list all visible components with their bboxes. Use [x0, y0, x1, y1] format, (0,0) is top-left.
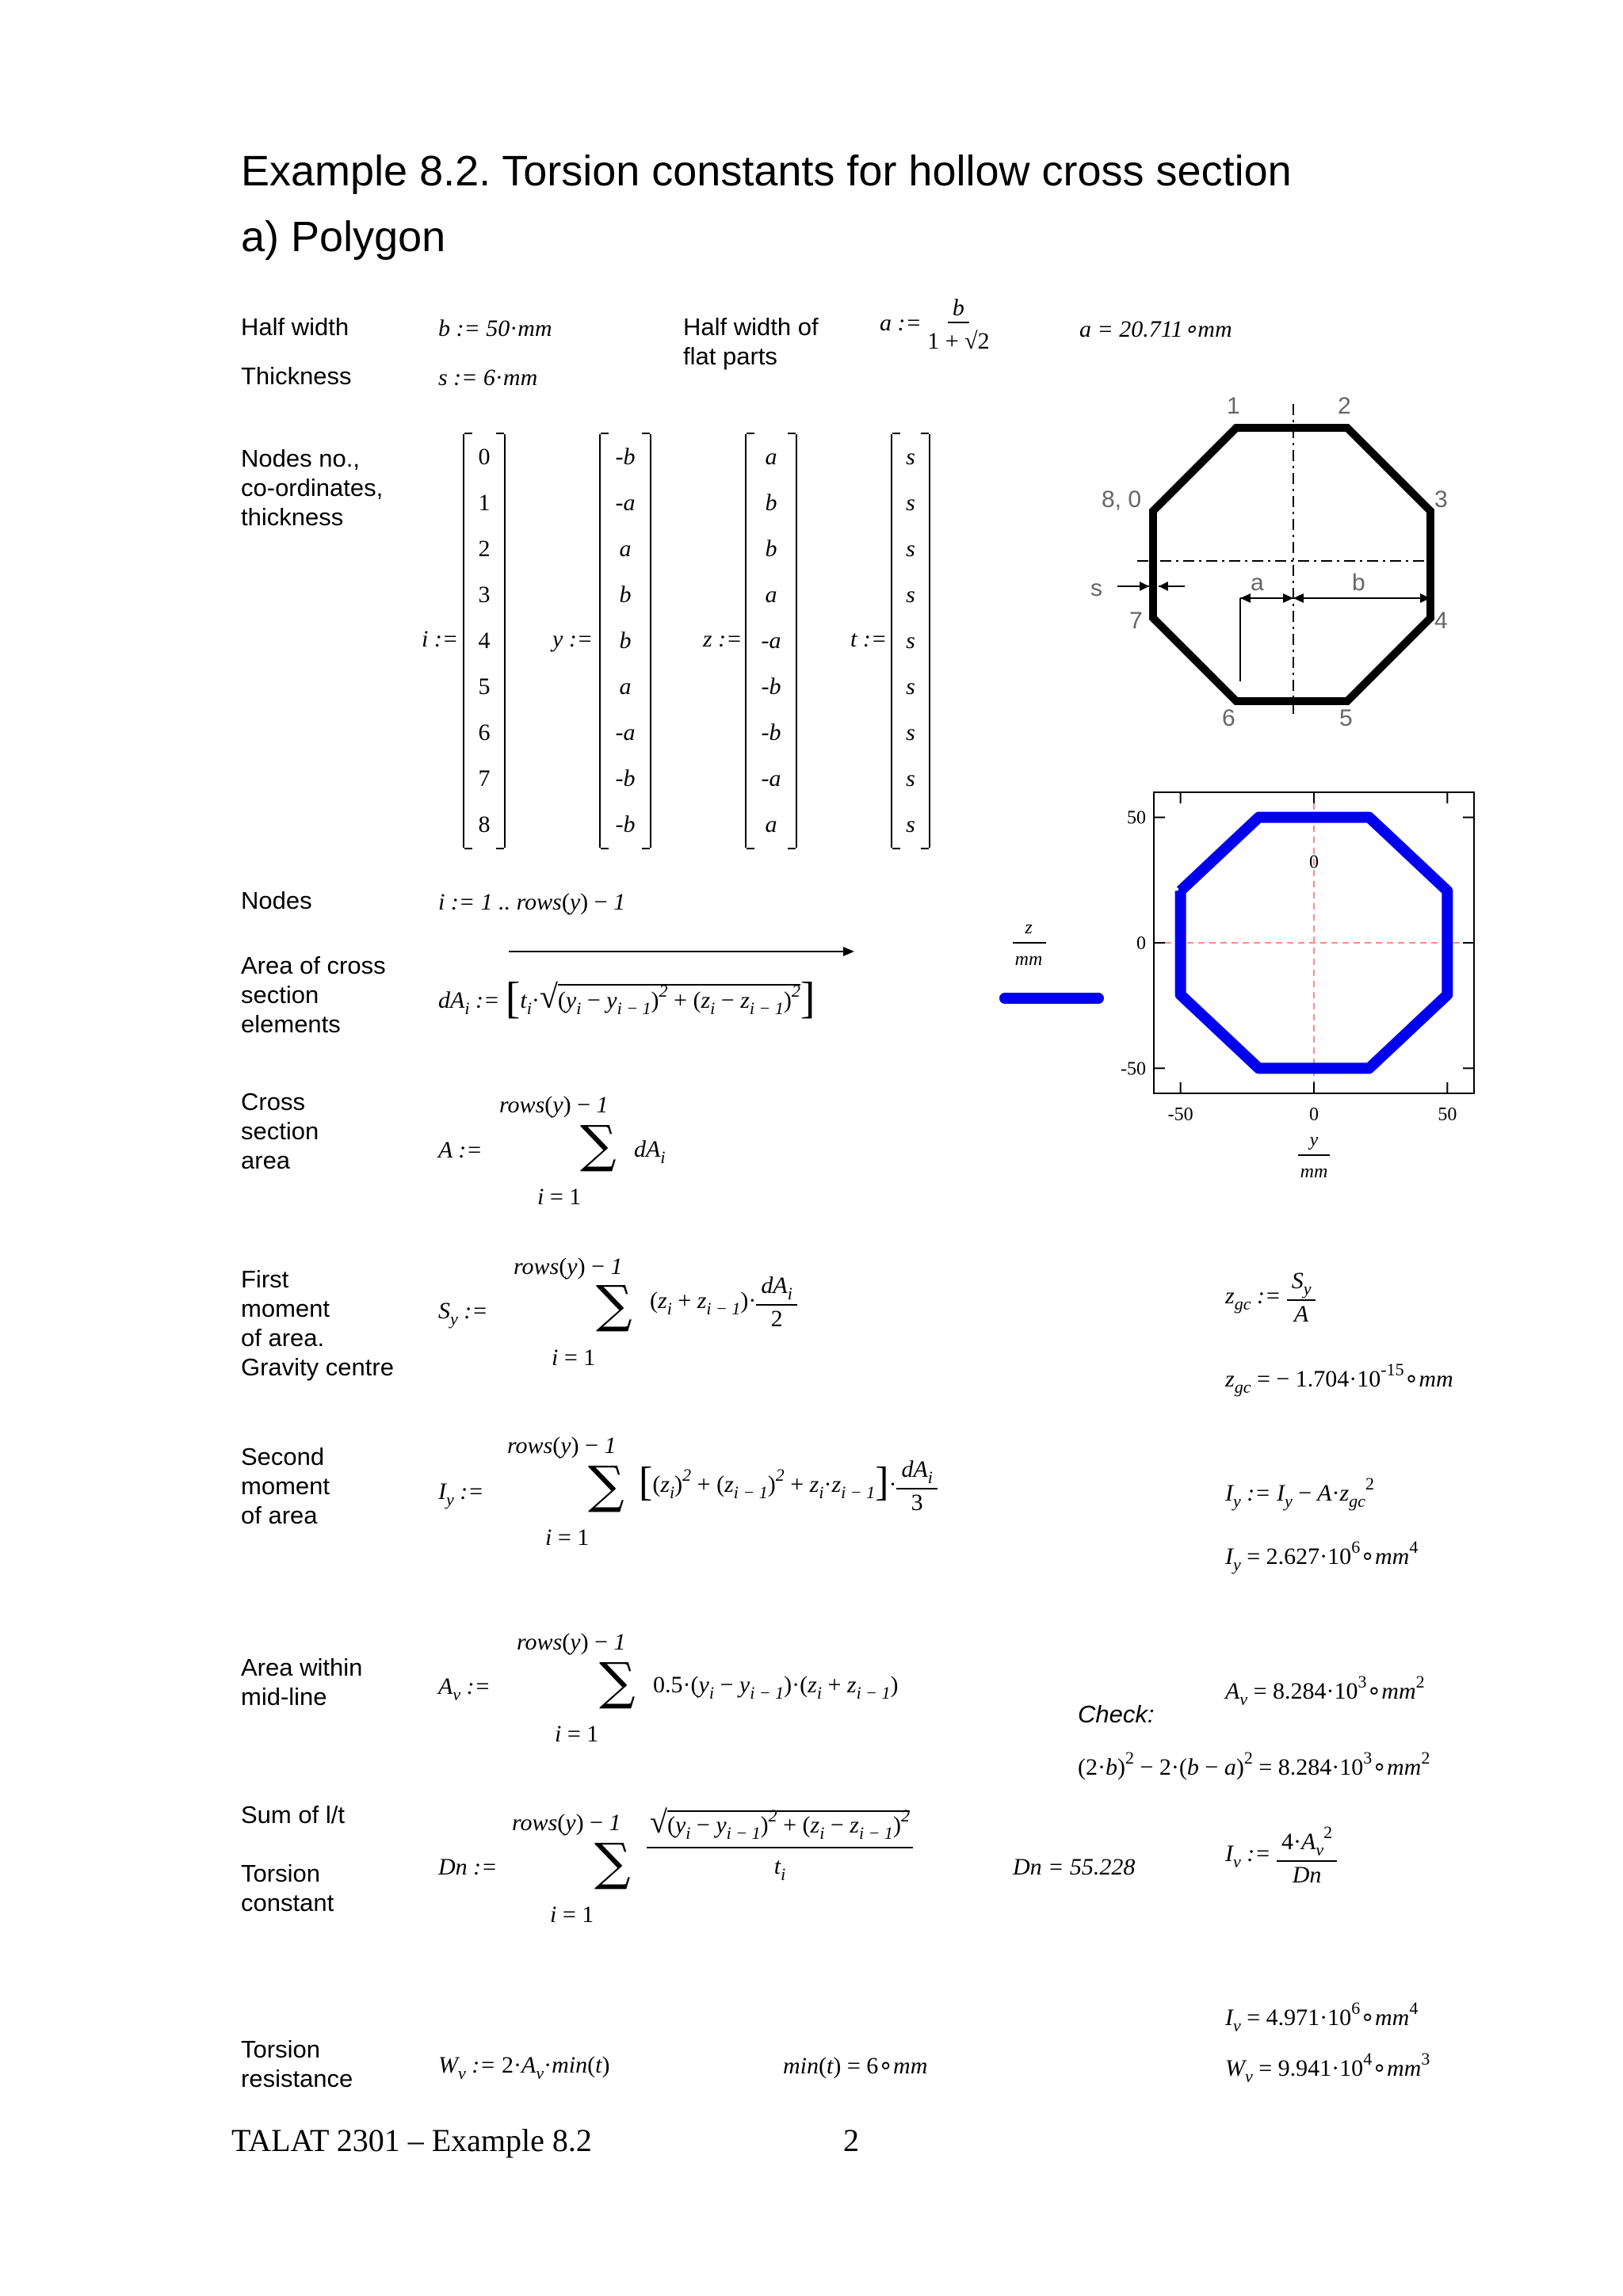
node-label: 4	[1434, 608, 1448, 634]
mat-y-label: y :=	[552, 626, 594, 652]
mat-i-label: i :=	[422, 626, 459, 652]
matrix-cell: 4	[478, 627, 491, 654]
result-mint: min(t) = 6∘mm	[783, 2053, 928, 2079]
matrix-cell: s	[906, 719, 915, 746]
sum-lower: i = 1	[555, 1721, 599, 1747]
result-Av: $A_v$ = $8.284\cdot 10^3\circ mm^2$	[1225, 1672, 1425, 1709]
x-axis-label-mm: mm	[1300, 1161, 1328, 1182]
data-point	[1445, 993, 1449, 997]
eq-Av-term: $0.5\cdot(y_i - y_{i - 1})\cdot(z_i + z_{i - 1})$	[653, 1672, 899, 1703]
eq-Dn-term: $\frac{√(y_i - y_{i - 1})^2 + (z_i - z_{i - 1})^2}{t_i}$	[647, 1803, 913, 1885]
matrix-i	[463, 434, 506, 848]
node-label: 6	[1222, 705, 1235, 729]
eq-b: b := 50·mm	[438, 315, 552, 341]
label-area-elements: Area of cross section elements	[241, 952, 386, 1038]
sketch-label-s: s	[1090, 575, 1102, 601]
x-tick-label: 0	[1309, 1104, 1319, 1125]
eq-dA: $dA_i$ := $[t_i\cdot√(y_i - y_{i - 1})^2 + (z_i - z_{i - 1})^2]$	[438, 974, 815, 1023]
node-label: 8, 0	[1102, 486, 1142, 513]
matrix-cell: -b	[615, 765, 636, 791]
eq-Iy-term: $[(z_i)^2 + (z_{i - 1})^2 + z_i\cdot z_{i - 1}]\cdot$ $\frac{dA_i}{3}$	[639, 1456, 938, 1516]
node-label: 3	[1434, 486, 1448, 513]
matrix-cell: -b	[615, 444, 636, 470]
matrix-cell: a	[619, 536, 632, 562]
eq-Iv: $I_v$ := $4\cdot A_v^2$ Dn	[1225, 1822, 1337, 1889]
label-area-within: Area within mid-line	[241, 1653, 363, 1711]
label-first-moment: First moment of area. Gravity centre	[241, 1265, 394, 1381]
x-tick-label: -50	[1167, 1104, 1193, 1125]
sum-upper: rows(y) − 1	[512, 1810, 621, 1836]
matrix-cell: 8	[478, 811, 491, 837]
result-Iv: $I_v$ = $4.971\cdot 10^6\circ mm^4$	[1225, 1998, 1419, 2035]
page-title: Example 8.2. Torsion constants for hollow cross section	[241, 147, 1292, 195]
sketch-label-b: b	[1352, 570, 1365, 596]
footer-left: TALAT 2301 – Example 8.2	[231, 2122, 592, 2158]
sigma: ∑	[596, 1276, 632, 1334]
eq-s: s := 6·mm	[438, 364, 538, 391]
data-point	[1256, 815, 1261, 820]
matrix-cell: 1	[478, 490, 491, 516]
mat-z-label: z :=	[703, 626, 743, 652]
matrix-y	[599, 434, 651, 848]
sum-upper: rows(y) − 1	[517, 1629, 626, 1655]
x-axis-label-y: y	[1309, 1130, 1319, 1150]
label-half-width: Half width	[241, 313, 349, 341]
y-tick-label: 50	[1127, 807, 1146, 829]
matrix-cell: 0	[478, 444, 491, 470]
label-sum-lt: Sum of l/t	[241, 1801, 345, 1829]
matrix-cell: -a	[615, 490, 636, 516]
matrix-cell: s	[906, 673, 915, 700]
eq-a: a := $\frac{b}{1 + √2}$	[880, 295, 990, 354]
matrix-cell: s	[906, 536, 915, 562]
result-a: a = 20.711∘mm	[1079, 316, 1232, 342]
result-zgc: $z_{gc}$ = − $1.704\cdot 10^{-15}\circ mm$	[1225, 1360, 1453, 1397]
vectorize-arrow	[507, 944, 856, 959]
label-torsion-resistance: Torsion resistance	[241, 2035, 353, 2092]
matrix-cell: s	[906, 811, 915, 837]
label-second-moment: Second moment of area	[241, 1443, 330, 1529]
sum-upper: rows(y) − 1	[514, 1253, 623, 1280]
result-Dn: Dn = 55.228	[1013, 1854, 1136, 1880]
matrix-cell: 2	[478, 536, 491, 562]
data-point	[1256, 1066, 1261, 1070]
matrix-cell: b	[619, 582, 632, 608]
matrix-cell: -b	[615, 811, 636, 837]
eq-Dn: Dn :=	[438, 1854, 498, 1880]
matrix-cell: 7	[478, 765, 491, 791]
matrix-cell: a	[765, 444, 777, 470]
result-Iy: $I_y$ = $2.627\cdot 10^6\circ mm^4$	[1225, 1537, 1419, 1574]
matrix-cell: -a	[615, 719, 636, 746]
matrix-cell: s	[906, 582, 915, 608]
node-label: 1	[1227, 393, 1240, 419]
annotation-label: 0	[1309, 852, 1319, 873]
eq-Iy-shift: $I_y$ := $I_y - A\cdot z_{gc}^2$	[1225, 1474, 1374, 1511]
eq-A-term: $dA_i$	[634, 1136, 666, 1167]
label-check: Check:	[1078, 1700, 1155, 1728]
matrix-cell: a	[765, 582, 777, 608]
node-label: 7	[1129, 608, 1143, 634]
sum-lower: i = 1	[545, 1524, 590, 1550]
matrix-cell: -a	[761, 627, 781, 654]
result-Wv: $W_v$ = $9.941\cdot 10^4\circ mm^3$	[1225, 2049, 1430, 2086]
matrix-cell: s	[906, 444, 915, 470]
eq-Wv: $W_v$ := $2\cdot A_v\cdot\min(t)$	[438, 2052, 610, 2083]
eq-Sy-term: $(z_i + z_{i - 1})\cdot$ $\frac{dA_i}{2}$	[650, 1272, 797, 1333]
matrix-cell: s	[906, 490, 915, 516]
matrix-cell: 6	[478, 719, 491, 746]
eq-zgc: $z_{gc}$ := $S_y$ A	[1225, 1268, 1316, 1328]
y-axis-label-z: z	[1025, 917, 1033, 938]
eq-Sy: $S_y$ :=	[438, 1298, 488, 1329]
data-point	[1367, 1066, 1372, 1070]
matrix-cell: a	[619, 673, 632, 700]
matrix-cell: s	[906, 627, 915, 654]
matrix-cell: -b	[761, 673, 781, 700]
label-nodes: Nodes	[241, 887, 312, 914]
data-point	[1178, 888, 1183, 893]
matrix-cell: 5	[478, 673, 491, 700]
polygon-plot	[983, 784, 1490, 1212]
x-tick-label: 50	[1438, 1104, 1457, 1125]
eq-nodes-range: i := 1 .. rows(y) − 1	[438, 889, 626, 915]
matrix-cell: b	[765, 536, 777, 562]
page-subtitle: a) Polygon	[241, 213, 446, 261]
sigma: ∑	[594, 1833, 631, 1892]
sigma: ∑	[599, 1653, 636, 1711]
label-thickness: Thickness	[241, 362, 352, 390]
eq-A: A :=	[438, 1137, 483, 1163]
node-label: 2	[1338, 393, 1351, 419]
matrix-cell: a	[765, 811, 777, 837]
label-cross-area: Cross section area	[241, 1088, 319, 1174]
eq-Av: $A_v$ :=	[438, 1673, 491, 1704]
matrix-t	[891, 434, 930, 848]
matrix-cell: 3	[478, 582, 491, 608]
matrix-cell: -b	[761, 719, 781, 746]
sum-lower: i = 1	[550, 1901, 594, 1928]
matrix-cell: s	[906, 765, 915, 791]
y-tick-label: 0	[1136, 933, 1146, 954]
sum-upper: rows(y) − 1	[499, 1092, 609, 1118]
label-half-width-flat: Half width of flat parts	[683, 313, 819, 370]
y-axis-label-mm: mm	[1014, 949, 1043, 970]
sigma: ∑	[580, 1116, 617, 1174]
sum-lower: i = 1	[537, 1184, 582, 1210]
result-check: $(2\cdot b)^2 - 2\cdot(b - a)^2$ = $8.284\cdot 10^3\circ mm^2$	[1078, 1748, 1430, 1780]
footer-page: 2	[843, 2122, 859, 2158]
sigma: ∑	[588, 1456, 624, 1515]
node-label: 5	[1339, 705, 1353, 729]
label-nodes-coords: Nodes no., co-ordinates, thickness	[241, 444, 384, 531]
data-point	[1445, 888, 1449, 893]
matrix-z	[745, 434, 797, 848]
label-torsion-constant: Torsion constant	[241, 1859, 334, 1917]
data-point	[1178, 993, 1183, 997]
matrix-cell: b	[619, 627, 632, 654]
y-tick-label: -50	[1121, 1058, 1146, 1080]
sum-upper: rows(y) − 1	[507, 1432, 617, 1459]
sketch-label-a: a	[1251, 570, 1264, 596]
octagon-sketch	[1086, 388, 1474, 729]
matrix-cell: b	[765, 490, 777, 516]
matrix-cell: -a	[761, 765, 781, 791]
eq-Iy: $I_y$ :=	[438, 1478, 484, 1509]
mat-t-label: t :=	[850, 626, 888, 652]
sum-lower: i = 1	[552, 1344, 596, 1371]
data-point	[1367, 815, 1372, 820]
